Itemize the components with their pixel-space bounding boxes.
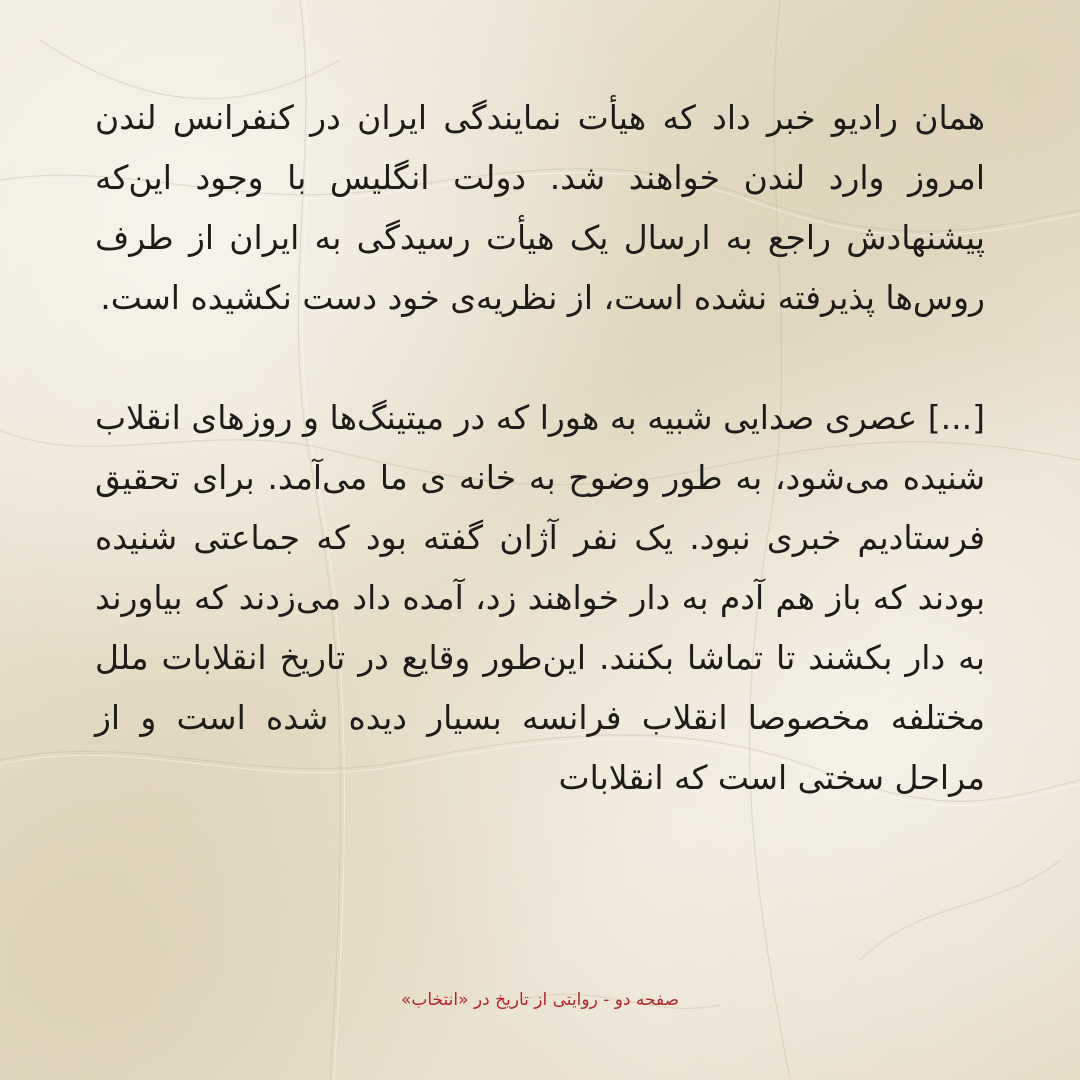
paragraph-2: [...] عصری صدایی شبیه به هورا که در میتینگ‌ها و روزهای انقلاب شنیده می‌شود، به طور وضوح به خانه ی ما می‌آمد. برای تحقیق فرستادیم خبری نبود. یک نفر آژان گفته بود که جماعتی شنیده بودند که باز هم آدم به دار خواهند زد، آمده داد می‌زدند که بیاورند به دار بکشند تا تماشا بکنند. این‌طور وقایع در تاریخ انقلابات ملل مختلفه مخصوصا انقلاب فرانسه بسیار دیده شده است و از مراحل سختی است که انقلابات — [95, 398, 985, 797]
page-caption: صفحه دو - روایتی از تاریخ در «انتخاب» — [400, 990, 680, 1010]
article-text — [95, 88, 985, 808]
paragraph-1: همان رادیو خبر داد که هیأت نمایندگی ایران در کنفرانس لندن امروز وارد لندن خواهند شد. دولت انگلیس با وجود این‌که پیشنهادش راجع به ارسال یک هیأت رسیدگی به ایران از طرف روس‌ها پذیرفته نشده است، از نظریه‌ی خود دست نکشیده است. — [95, 98, 985, 317]
